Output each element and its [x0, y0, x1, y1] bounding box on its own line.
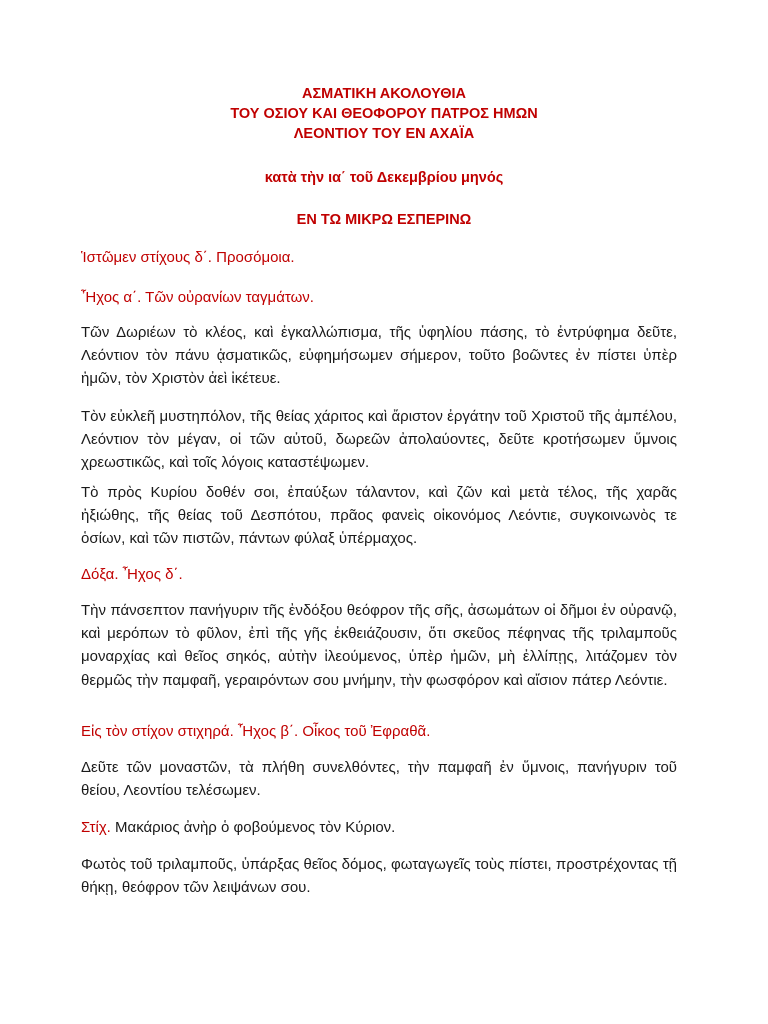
hymn-paragraph-1: Τῶν Δωριέων τὸ κλέος, καὶ ἐγκαλλώπισμα, τῆς ὑφηλίου πάσης, τὸ ἐντρύφημα δεῦτε, Λεόντιον τὸν πάνυ ᾀσματικῶς, εὐφημήσωμεν σήμερον, τοῦτο βοῶντες ἐν πίστει ὑπὲρ ἡμῶν, τὸν Χριστὸν ἀεὶ ἱκέτευε.: [81, 324, 677, 388]
hymn-paragraph-4: Τὴν πάνσεπτον πανήγυριν τῆς ἐνδόξου θεόφρον τῆς σῆς, ἀσωμάτων οἱ δῆμοι ἐν οὐρανῷ, καὶ μερόπων τὸ φῦλον, ἐπὶ τῆς γῆς ἐκθειάζουσιν, ὅτι σκεῦος πέφηνας τῆς τριλαμποῦς μοναρχίας καὶ θεῖος σηκός, αὐτὴν ἱλεούμενος, ὑπὲρ ἡμῶν, μὴ ἐλλίπῃς, λιτάζομεν τὸν θερμῶς τὴν παμφαῆ, γεραιρόντων σου μνήμην, τὴν φωσφόρον καὶ αἴσιον πάτερ Λεόντιε.: [81, 602, 677, 689]
date-line: κατὰ τὴν ια΄ τοῦ Δεκεμβρίου μηνός: [264, 170, 504, 186]
title-line-1: ΑΣΜΑΤΙΚΗ ΑΚΟΛΟΥΘΙΑ: [301, 86, 467, 102]
rubric-aposticha: Εἰς τὸν στίχον στιχηρά. Ἦχος β΄. Οἶκος τοῦ Ἐφραθᾶ.: [81, 723, 431, 740]
verse-text: Μακάριος ἀνὴρ ὁ φοβούμενος τὸν Κύριον.: [110, 819, 396, 836]
title-line-2: ΤΟΥ ΟΣΙΟΥ ΚΑΙ ΘΕΟΦΟΡΟΥ ΠΑΤΡΟΣ ΗΜΩΝ: [230, 106, 538, 122]
hymn-paragraph-6: Φωτὸς τοῦ τριλαμποῦς, ὑπάρξας θεῖος δόμος, φωταγωγεῖς τοὺς πίστει, προστρέχοντας τῇ θήκῃ, θεόφρον τῶν λειψάνων σου.: [81, 856, 677, 897]
rubric-verses: Ἱστῶμεν στίχους δ΄. Προσόμοια.: [81, 249, 295, 266]
title-line-3: ΛΕΟΝΤΙΟΥ ΤΟΥ ΕΝ ΑΧΑΪΑ: [293, 126, 475, 142]
rubric-tone-1: Ἦχος α΄. Τῶν οὐρανίων ταγμάτων.: [81, 289, 314, 306]
hymn-paragraph-2: Τὸν εὐκλεῆ μυστηπόλον, τῆς θείας χάριτος καὶ ἄριστον ἐργάτην τοῦ Χριστοῦ τῆς ἀμπέλου, Λεόντιον τὸν μέγαν, οἱ τῶν αὐτοῦ, δωρεῶν ἀπολαύοντες, δεῦτε κροτήσωμεν ὕμνοις χρεωστικῶς, καὶ τοῖς λόγοις καταστέψωμεν.: [81, 408, 677, 472]
hymn-paragraph-3: Τὸ πρὸς Κυρίου δοθέν σοι, ἐπαύξων τάλαντον, καὶ ζῶν καὶ μετὰ τέλος, τῆς χαρᾶς ἠξιώθης, τῆς θείας τοῦ Δεσπότου, πρᾶος φανεὶς οἰκονόμος Λεόντιε, συγκοινωνὸς τε ὁσίων, καὶ τῶν πιστῶν, πάντων φύλαξ ὑπέρμαχος.: [81, 484, 677, 548]
hymn-paragraph-5: Δεῦτε τῶν μοναστῶν, τὰ πλήθη συνελθόντες, τὴν παμφαῆ ἐν ὕμνοις, πανήγυριν τοῦ θείου, Λεοντίου τελέσωμεν.: [81, 759, 677, 800]
verse-label: Στίχ.: [81, 819, 111, 836]
verse-line: [81, 818, 395, 837]
rubric-doxa: Δόξα. Ἦχος δ΄.: [81, 566, 183, 583]
section-heading: ΕΝ ΤΩ ΜΙΚΡΩ ΕΣΠΕΡΙΝΩ: [296, 212, 472, 228]
document-title: [0, 84, 768, 144]
